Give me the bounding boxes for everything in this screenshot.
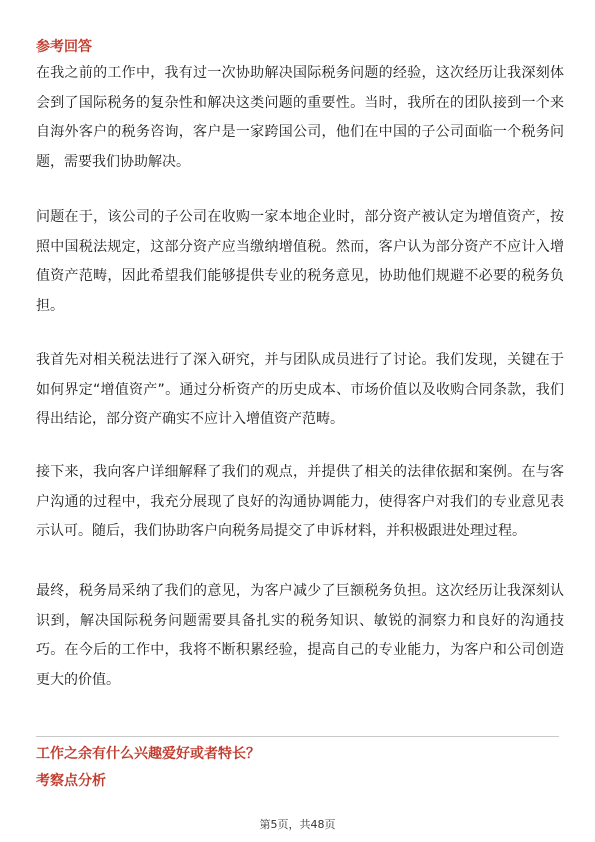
answer-paragraph-3: 我首先对相关税法进行了深入研究，并与团队成员进行了讨论。我们发现，关键在于如何界定“增值资产”。通过分析资产的历史成本、市场价值以及收购合同条款，我们得出结论，部分资产确实不应计入增值资产范畴。 — [36, 352, 564, 427]
page-number-footer: 第5页，共48页 — [259, 818, 336, 831]
answer-paragraph-1: 在我之前的工作中，我有过一次协助解决国际税务问题的经验，这次经历让我深刻体会到了国际税务的复杂性和解决这类问题的重要性。当时，我所在的团队接到一个来自海外客户的税务咨询，客户是一家跨国公司，他们在中国的子公司面临一个税务问题，需要我们协助解决。 — [36, 65, 564, 170]
analysis-heading: 考察点分析 — [36, 773, 106, 789]
interview-question-heading: 工作之余有什么兴趣爱好或者特长？ — [36, 746, 260, 762]
reference-answer-heading: 参考回答 — [36, 39, 92, 55]
section-divider — [36, 736, 559, 737]
answer-paragraph-4: 接下来，我向客户详细解释了我们的观点，并提供了相关的法律依据和案例。在与客户沟通的过程中，我充分展现了良好的沟通协调能力，使得客户对我们的专业意见表示认可。随后，我们协助客户向税务局提交了申诉材料，并积极跟进处理过程。 — [36, 464, 564, 539]
answer-paragraph-2: 问题在于，该公司的子公司在收购一家本地企业时，部分资产被认定为增值资产，按照中国税法规定，这部分资产应当缴纳增值税。然而，客户认为部分资产不应计入增值资产范畴，因此希望我们能够提供专业的税务意见，协助他们规避不必要的税务负担。 — [36, 209, 564, 314]
answer-paragraph-5: 最终，税务局采纳了我们的意见，为客户减少了巨额税务负担。这次经历让我深刻认识到，解决国际税务问题需要具备扎实的税务知识、敏锐的洞察力和良好的沟通技巧。在今后的工作中，我将不断积累经验，提高自己的专业能力，为客户和公司创造更大的价值。 — [36, 583, 564, 688]
